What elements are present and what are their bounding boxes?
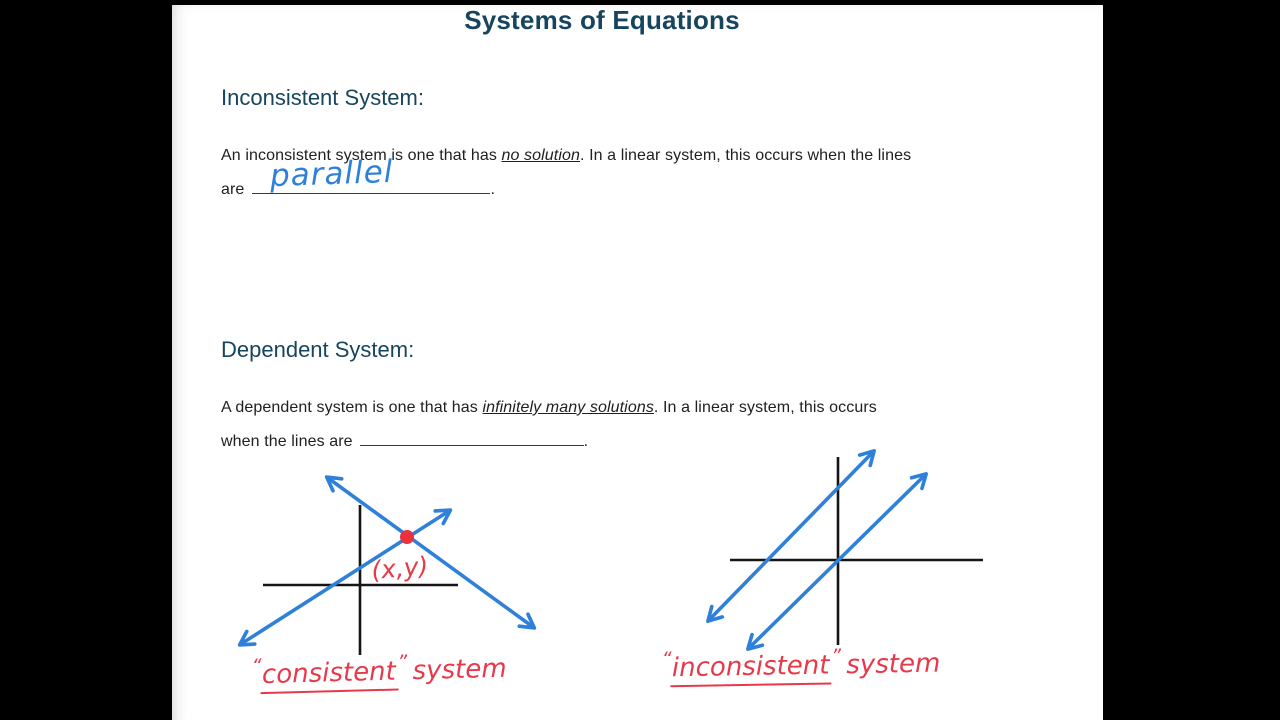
section-heading-inconsistent: Inconsistent System: — [221, 85, 424, 110]
worksheet-page — [172, 5, 1103, 720]
sentence-prefix: A dependent system is one that has — [221, 399, 483, 416]
fill-suffix: . — [583, 433, 589, 450]
letterbox-right — [1103, 0, 1280, 720]
caption-rest: system — [846, 648, 941, 681]
sentence-emphasis: infinitely many solutions — [482, 399, 654, 416]
caption-word: consistent — [260, 657, 399, 695]
sentence-suffix: . In a linear system, this occurs when the lines — [580, 147, 912, 164]
open-quote: “ — [251, 655, 261, 678]
fill-prefix: are — [221, 181, 245, 198]
sentence-prefix: An inconsistent system is one that has — [221, 147, 502, 164]
fill-prefix: when the lines are — [221, 433, 353, 450]
diagram-intersecting-lines — [225, 450, 555, 670]
intersection-point — [400, 530, 414, 544]
open-quote: “ — [661, 648, 670, 671]
answer-blank-line — [360, 431, 584, 446]
sentence-emphasis: no solution — [501, 147, 580, 164]
parallel-line-upper — [709, 452, 873, 620]
fill-suffix: . — [490, 181, 495, 198]
caption-rest: system — [412, 653, 507, 687]
caption-inconsistent-system — [662, 644, 941, 684]
intersection-point-label: (x,y) — [370, 551, 430, 586]
letterbox-left — [0, 0, 172, 720]
dependent-sentence-line1 — [221, 399, 877, 417]
parallel-lines-sketch — [695, 445, 995, 660]
section-heading-dependent: Dependent System: — [221, 337, 415, 362]
dependent-sentence-line2 — [221, 431, 588, 451]
sentence-suffix: . In a linear system, this occurs — [653, 399, 877, 416]
page-title: Systems of Equations — [464, 5, 740, 35]
caption-word: inconsistent — [670, 650, 832, 687]
caption-consistent-system — [252, 649, 507, 691]
close-quote: ” — [397, 651, 406, 674]
diagram-parallel-lines — [695, 445, 995, 668]
close-quote: ” — [831, 645, 840, 668]
intersecting-lines-sketch — [225, 450, 555, 665]
handwritten-answer-parallel: parallel — [269, 153, 394, 195]
